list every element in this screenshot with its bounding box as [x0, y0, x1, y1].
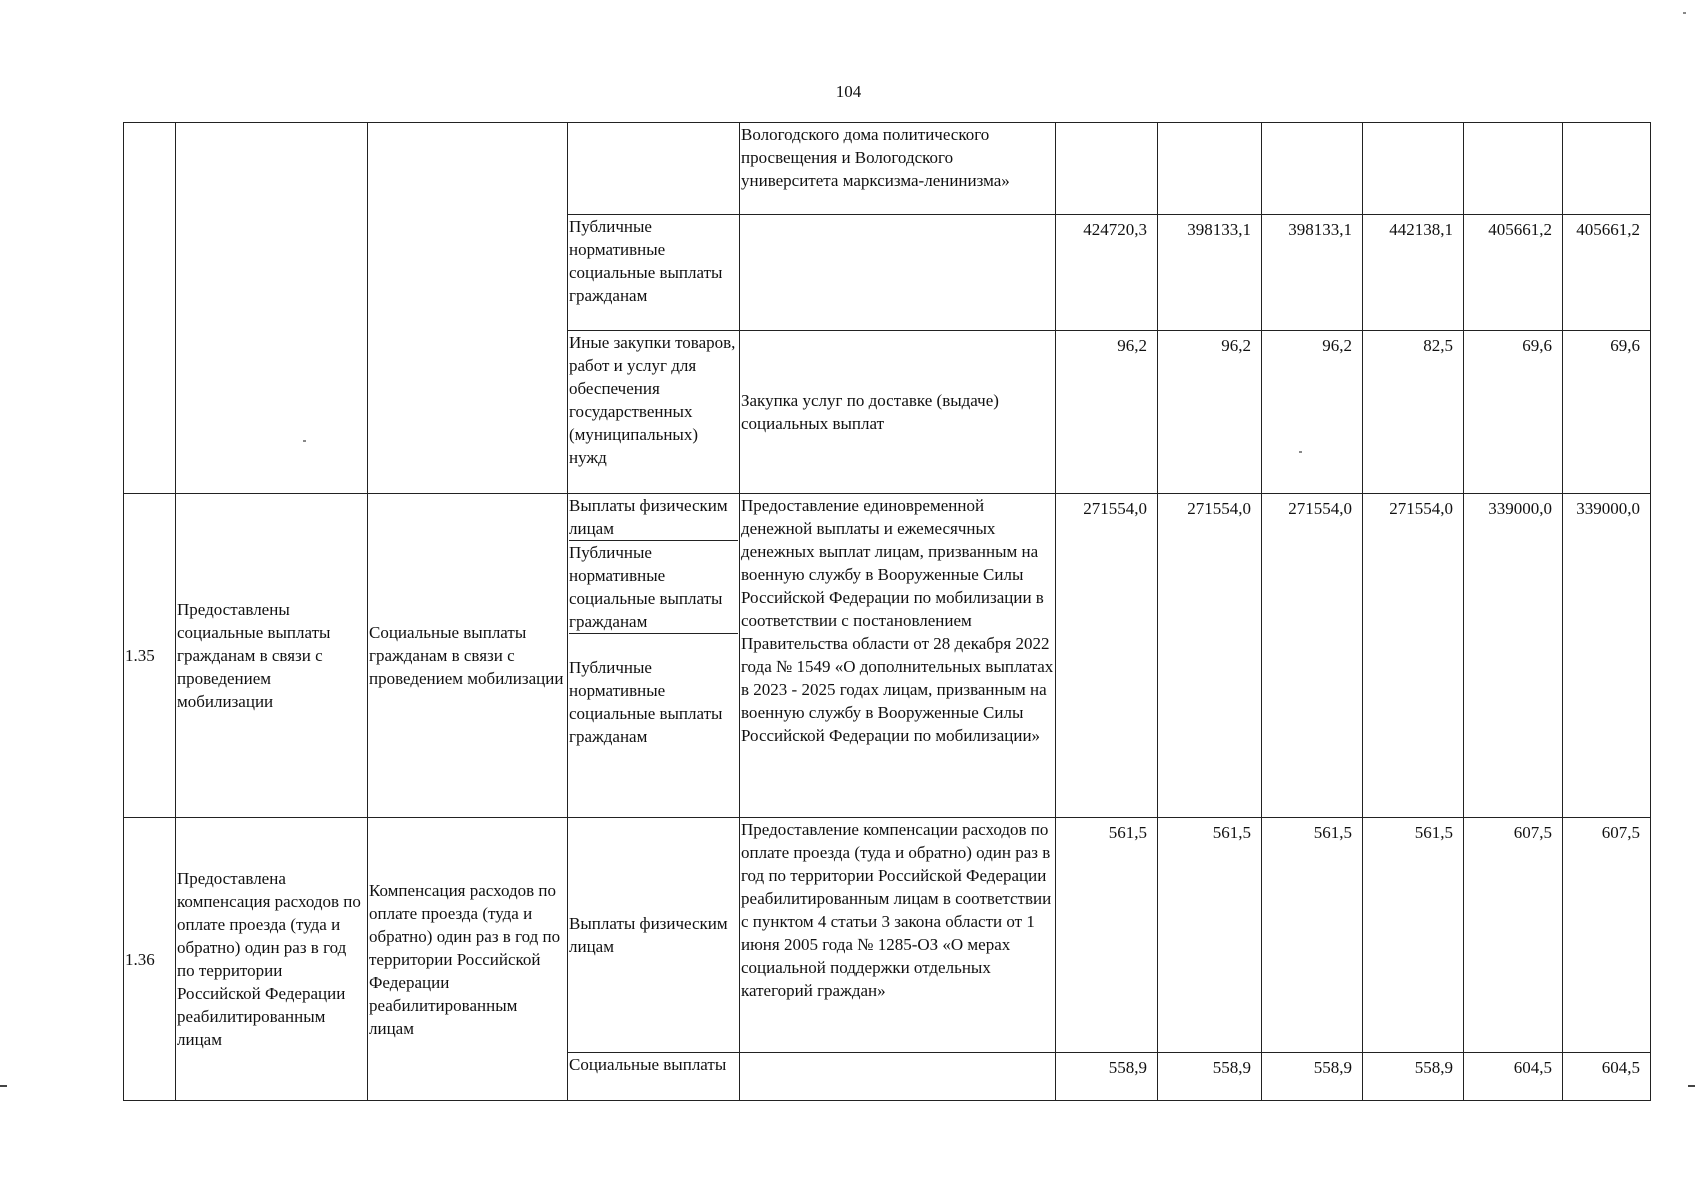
expense-type-item: Публичные нормативные социальные выплаты гражданам — [569, 541, 738, 634]
result-cell: Предоставлена компенсация расходов по оплате проезда (туда и обратно) один раз в год по территории Российской Федерации реабилитированным лицам — [176, 818, 368, 1101]
value-cell: 339000,0 — [1464, 494, 1563, 818]
value-cell: 69,6 — [1563, 331, 1651, 494]
scan-edge-mark — [0, 1085, 7, 1087]
value-cell: 558,9 — [1262, 1053, 1363, 1101]
value-cell: 558,9 — [1158, 1053, 1262, 1101]
value-cell — [1363, 123, 1464, 215]
scan-speck — [1299, 451, 1302, 453]
value-cell: 96,2 — [1056, 331, 1158, 494]
expense-type-item: Публичные нормативные социальные выплаты гражданам — [569, 658, 723, 746]
result-cell: Предоставлены социальные выплаты гражданам в связи с проведением мобилизации — [176, 494, 368, 818]
value-cell: 82,5 — [1363, 331, 1464, 494]
value-cell: 558,9 — [1363, 1053, 1464, 1101]
value-cell: 271554,0 — [1056, 494, 1158, 818]
value-cell: 271554,0 — [1363, 494, 1464, 818]
row-number-cell: 1.35 — [124, 494, 176, 818]
description-cell — [740, 1053, 1056, 1101]
table-row — [124, 494, 1651, 818]
value-cell: 607,5 — [1464, 818, 1563, 1053]
value-cell: 424720,3 — [1056, 215, 1158, 331]
event-cell: Компенсация расходов по оплате проезда (туда и обратно) один раз в год по территории Российской Федерации реабилитированным лицам — [368, 818, 568, 1101]
scan-speck — [303, 440, 306, 442]
expense-type-cell: Выплаты физическим лицам — [568, 818, 740, 1053]
value-cell: 607,5 — [1563, 818, 1651, 1053]
description-cell: Предоставление единовременной денежной выплаты и ежемесячных денежных выплат лицам, призванным на военную службу в Вооруженные Силы Российской Федерации по мобилизации в соответствии с постановлением Правительства области от 28 декабря 2022 года № 1549 «О дополнительных выплатах в 2023 - 2025 годах лицам, призванным на военную службу в Вооруженные Силы Российской Федерации по мобилизации» — [740, 494, 1056, 818]
value-cell — [1056, 123, 1158, 215]
budget-table-sheet — [123, 122, 1650, 1101]
event-cell — [368, 123, 568, 494]
description-cell: Вологодского дома политического просвещения и Вологодского университета марксизма-ленинизма» — [740, 123, 1056, 215]
description-cell: Закупка услуг по доставке (выдаче) социальных выплат — [740, 331, 1056, 494]
page-number: 104 — [835, 82, 862, 101]
value-cell: 398133,1 — [1262, 215, 1363, 331]
expense-type-cell: Публичные нормативные социальные выплаты гражданам — [568, 215, 740, 331]
value-cell: 339000,0 — [1563, 494, 1651, 818]
expense-type-cell: Иные закупки товаров, работ и услуг для обеспечения государственных (муниципальных) нужд — [568, 331, 740, 494]
value-cell — [1262, 123, 1363, 215]
value-cell: 271554,0 — [1262, 494, 1363, 818]
row-number-cell — [124, 123, 176, 494]
event-cell: Социальные выплаты гражданам в связи с проведением мобилизации — [368, 494, 568, 818]
value-cell: 96,2 — [1158, 331, 1262, 494]
value-cell: 271554,0 — [1158, 494, 1262, 818]
expense-type-item: Выплаты физическим лицам — [569, 494, 738, 541]
description-cell: Предоставление компенсации расходов по оплате проезда (туда и обратно) один раз в год по территории Российской Федерации реабилитированным лицам в соответствии с пунктом 4 статьи 3 закона области от 1 июня 2005 года № 1285-ОЗ «О мерах социальной поддержки отдельных категорий граждан» — [740, 818, 1056, 1053]
value-cell — [1158, 123, 1262, 215]
value-cell: 561,5 — [1158, 818, 1262, 1053]
value-cell — [1464, 123, 1563, 215]
value-cell: 604,5 — [1464, 1053, 1563, 1101]
value-cell: 69,6 — [1464, 331, 1563, 494]
value-cell: 604,5 — [1563, 1053, 1651, 1101]
scan-edge-mark — [1688, 1085, 1695, 1087]
table-row — [124, 818, 1651, 1053]
value-cell — [1563, 123, 1651, 215]
expense-type-cell — [568, 123, 740, 215]
value-cell: 96,2 — [1262, 331, 1363, 494]
value-cell: 442138,1 — [1363, 215, 1464, 331]
expense-type-cell: Социальные выплаты — [568, 1053, 740, 1101]
description-cell — [740, 215, 1056, 331]
expense-type-cell — [568, 494, 740, 818]
value-cell: 558,9 — [1056, 1053, 1158, 1101]
row-number-cell: 1.36 — [124, 818, 176, 1101]
value-cell: 405661,2 — [1464, 215, 1563, 331]
value-cell: 561,5 — [1056, 818, 1158, 1053]
scan-speck — [1683, 12, 1686, 14]
value-cell: 561,5 — [1262, 818, 1363, 1053]
result-cell — [176, 123, 368, 494]
value-cell: 398133,1 — [1158, 215, 1262, 331]
budget-table — [123, 122, 1651, 1101]
value-cell: 405661,2 — [1563, 215, 1651, 331]
table-row — [124, 123, 1651, 215]
value-cell: 561,5 — [1363, 818, 1464, 1053]
